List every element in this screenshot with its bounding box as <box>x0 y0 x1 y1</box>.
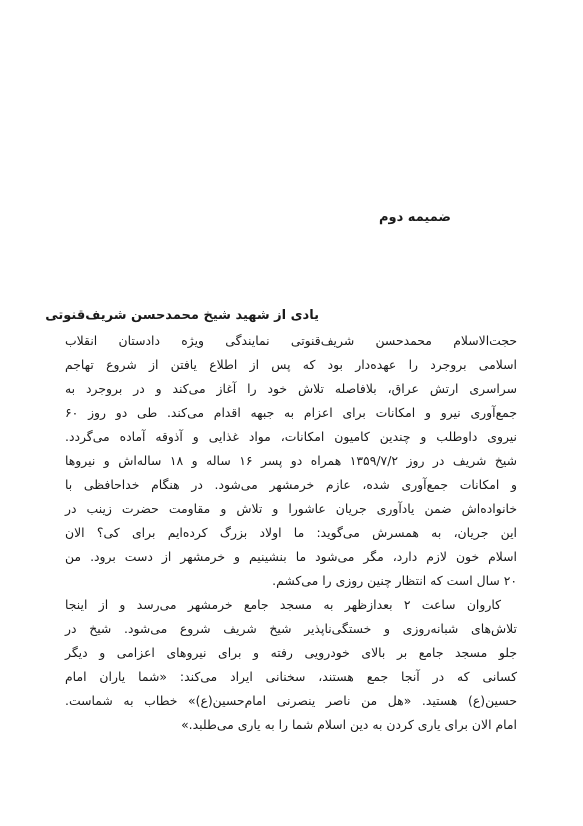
text-line: نیروی داوطلب و چندین کامیون امکانات، مواد غذایی و آذوقه آماده می‌گردد. <box>65 429 517 444</box>
text-line: اسلام خون لازم دارد، مگر می‌شود ما بنشینیم و خرمشهر از دست برود. من <box>65 549 517 564</box>
text-line: سراسری ارتش عراق، بلافاصله تلاش خود را آغاز می‌کند و در بروجرد به <box>65 381 517 396</box>
text-line: جمع‌آوری نیرو و امکانات برای اعزام به جبهه اقدام می‌کند. طی دو روز ۶۰ <box>65 405 517 420</box>
text-line: و امکانات جمع‌آوری شده، عازم خرمشهر می‌شود. در هنگام خداحافظی با <box>65 477 517 492</box>
text-line: حسین(ع) هستید. «هل من ناصر ینصرنی امام‌حسین(ع)» خطاب به شماست. <box>65 693 517 708</box>
text-line: حجت‌الاسلام محمدحسن شریف‌قنوتی نمایندگی ویژه دادستان انقلاب <box>65 333 517 348</box>
paragraph-2 <box>65 593 517 737</box>
text-line: کسانی که در آنجا جمع هستند، سخنانی ایراد می‌کند: «شما یاران امام <box>65 669 517 684</box>
text-line: خانواده‌اش ضمن یادآوری جریان عاشورا و تلاش و مقاومت حضرت زینب در <box>65 501 517 516</box>
text-line: امام الان برای یاری کردن به دین اسلام شما را به یاری می‌طلبد.» <box>181 717 517 732</box>
text-line: ۲۰ سال است که انتظار چنین روزی را می‌کشم. <box>272 573 517 588</box>
appendix-heading: ضمیمه دوم <box>379 210 451 225</box>
text-line: این جریان، به همسرش می‌گوید: ما اولاد بزرگ کرده‌ایم برای کی؟ الان <box>65 525 517 540</box>
text-line: تلاش‌های شبانه‌روزی و خستگی‌ناپذیر شیخ شریف شروع می‌شود. شیخ در <box>65 621 517 636</box>
article <box>45 303 518 737</box>
text-line: شیخ شریف در روز ۱۳۵۹/۷/۲ همراه دو پسر ۱۶ ساله و ۱۸ ساله‌اش و نیروها <box>65 453 518 468</box>
text-line: اسلامی بروجرد را عهده‌دار بود که پس از اطلاع یافتن از شروع تهاجم <box>65 357 517 372</box>
article-title: یادی از شهید شیخ محمدحسن شریف‌قنوتی <box>45 308 319 323</box>
text-line: جلو مسجد جامع بر بالای خودرویی رفته و برای نیروهای اعزامی و دیگر <box>65 645 517 660</box>
text-line: کاروان ساعت ۲ بعدازظهر به مسجد جامع خرمشهر می‌رسد و از اینجا <box>65 597 502 612</box>
paragraph-1 <box>65 329 517 593</box>
